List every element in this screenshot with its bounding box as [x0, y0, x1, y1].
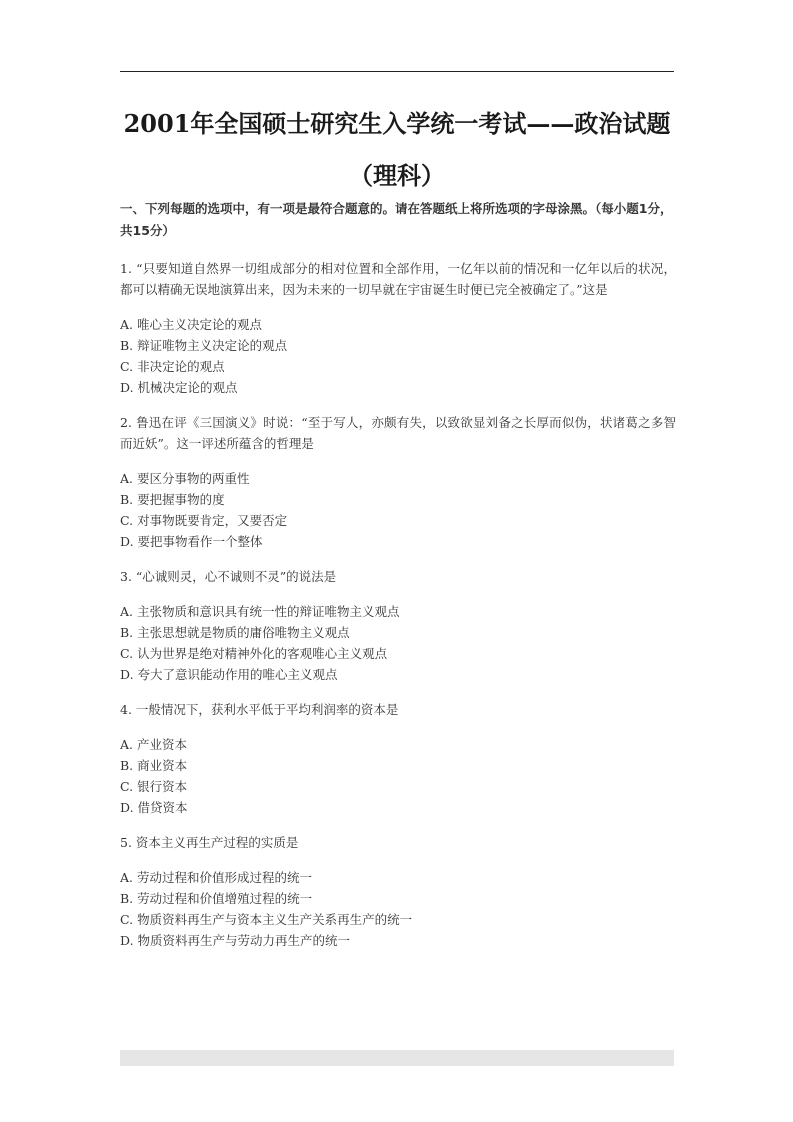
option-d: D. 借贷资本	[120, 800, 188, 815]
title-line-2: （理科）	[349, 161, 445, 190]
section-instructions: 一、下列每题的选项中，有一项是最符合题意的。请在答题纸上将所选项的字母涂黑。（每小题1分，共15分）	[120, 201, 673, 238]
question-stem: 5. 资本主义再生产过程的实质是	[120, 835, 299, 850]
option-b: B. 主张思想就是物质的庸俗唯物主义观点	[120, 625, 350, 640]
question-3	[120, 566, 676, 685]
option-c: C. 物质资料再生产与资本主义生产关系再生产的统一	[120, 912, 413, 927]
question-list	[120, 258, 676, 965]
option-b: B. 辩证唯物主义决定论的观点	[120, 338, 288, 353]
title-line-1: 2001年全国硕士研究生入学统一考试——政治试题	[123, 109, 671, 138]
option-a: A. 主张物质和意识具有统一性的辩证唯物主义观点	[120, 604, 400, 619]
top-rule	[120, 71, 674, 72]
option-a: A. 劳动过程和价值形成过程的统一	[120, 870, 312, 885]
question-stem: 4. 一般情况下，获利水平低于平均利润率的资本是	[120, 702, 399, 717]
option-c: C. 认为世界是绝对精神外化的客观唯心主义观点	[120, 646, 388, 661]
option-a: A. 唯心主义决定论的观点	[120, 317, 262, 332]
option-d: D. 要把事物看作一个整体	[120, 534, 263, 549]
option-b: B. 劳动过程和价值增殖过程的统一	[120, 891, 313, 906]
option-b: B. 商业资本	[120, 758, 188, 773]
question-1	[120, 258, 676, 398]
question-5	[120, 832, 676, 951]
footer-bar	[120, 1050, 674, 1066]
option-c: C. 银行资本	[120, 779, 188, 794]
option-c: C. 对事物既要肯定，又要否定	[120, 513, 288, 528]
question-4	[120, 699, 676, 818]
option-a: A. 要区分事物的两重性	[120, 471, 250, 486]
page-title	[110, 98, 684, 202]
question-2	[120, 412, 676, 552]
question-stem: 1. “只要知道自然界一切组成部分的相对位置和全部作用，一亿年以前的情况和一亿年以后的状况，都可以精确无误地演算出来，因为未来的一切早就在宇宙诞生时便已完全被确定了。”这是	[120, 261, 676, 297]
option-d: D. 机械决定论的观点	[120, 380, 238, 395]
option-a: A. 产业资本	[120, 737, 187, 752]
option-d: D. 夸大了意识能动作用的唯心主义观点	[120, 667, 338, 682]
option-d: D. 物质资料再生产与劳动力再生产的统一	[120, 933, 351, 948]
question-stem: 3. “心诚则灵，心不诚则不灵”的说法是	[120, 569, 337, 584]
option-b: B. 要把握事物的度	[120, 492, 225, 507]
option-c: C. 非决定论的观点	[120, 359, 225, 374]
question-stem: 2. 鲁迅在评《三国演义》时说：“至于写人，亦颇有失，以致欲显刘备之长厚而似伪，状诸葛之多智而近妖”。这一评述所蕴含的哲理是	[120, 415, 676, 451]
